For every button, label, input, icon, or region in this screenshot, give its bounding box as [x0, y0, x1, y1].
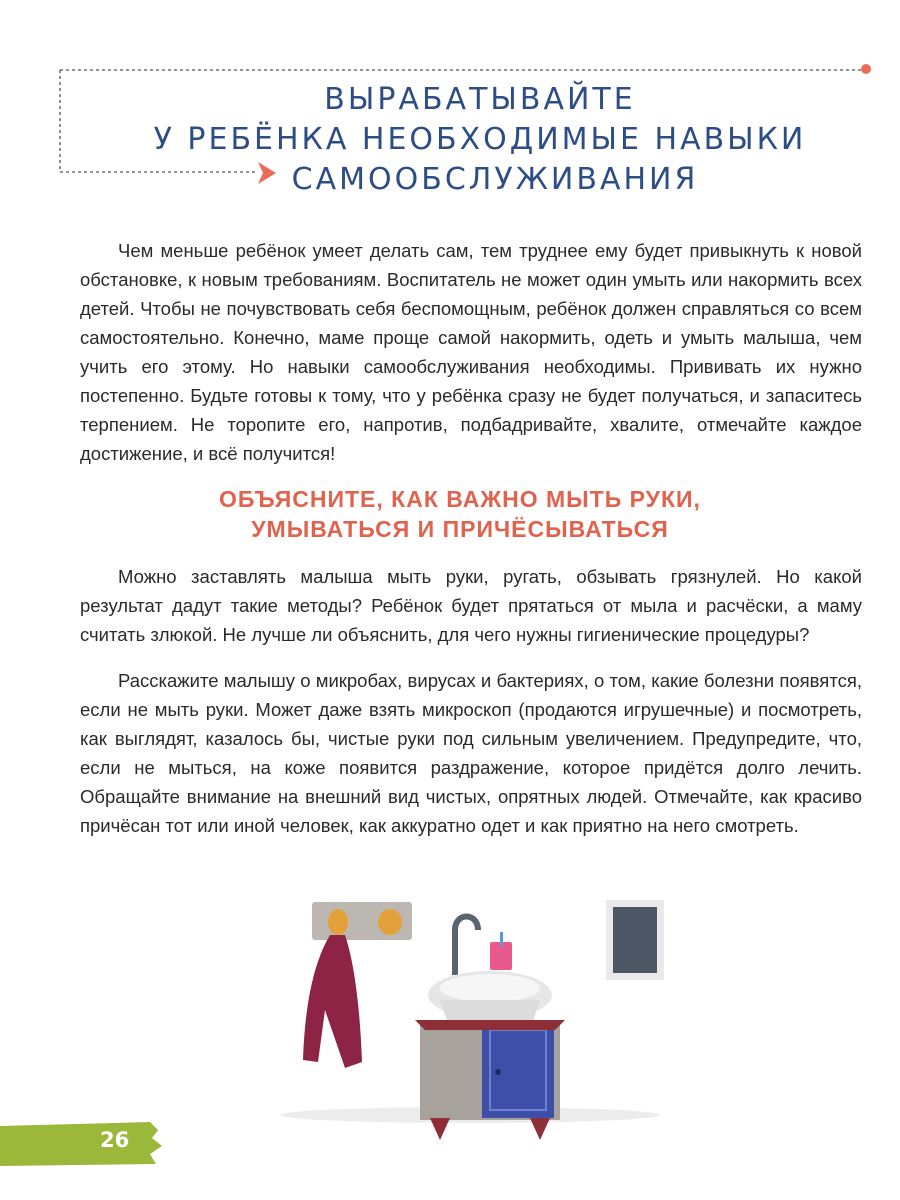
page-number-container: [0, 1120, 165, 1168]
hook-icon: [378, 909, 402, 935]
title-line-3: САМООБСЛУЖИВАНИЯ: [291, 162, 699, 197]
page-number: 26: [100, 1128, 130, 1152]
mirror-icon: [613, 907, 657, 973]
towel-icon: [303, 935, 362, 1068]
title-line-1: ВЫРАБАТЫВАЙТЕ: [324, 82, 636, 117]
hook-icon: [328, 909, 348, 935]
faucet-icon: [455, 917, 478, 976]
title-line-2: У РЕБЁНКА НЕОБХОДИМЫЕ НАВЫКИ: [153, 122, 807, 157]
cabinet-door: [482, 1022, 554, 1118]
subheading-line-2: УМЫВАТЬСЯ И ПРИЧЁСЫВАТЬСЯ: [251, 516, 669, 542]
subheading-line-1: ОБЪЯСНИТЕ, КАК ВАЖНО МЫТЬ РУКИ,: [219, 486, 701, 512]
paragraph-scolding: Можно заставлять малыша мыть руки, ругать, обзывать грязнулей. Но какой результат дадут такие методы? Ребёнок будет прятаться от мыла и расчёски, а маму считать злюкой. Не лучше ли объяснить, для чего нужны гигиенические процедуры?: [80, 566, 862, 645]
intro-paragraph: Чем меньше ребёнок умеет делать сам, тем труднее ему будет привыкнуть к новой обстановке, к новым требованиям. Воспитатель не может один умыть или накормить всех детей. Чтобы не почувствовать себя беспомощным, ребёнок должен справляться со всем самостоятельно. Конечно, маме проще самой накормить, одеть и умыть малыша, чем учить его этому. Но навыки самообслуживания необходимы. Прививать их нужно постепенно. Будьте готовы к тому, что у ребёнка сразу не будет получаться, и запаситесь терпением. Не торопите его, напротив, подбадривайте, хвалите, отмечайте каждое достижение, и всё получится!: [80, 240, 862, 464]
cup-icon: [490, 942, 512, 970]
paragraph-explain: Расскажите малышу о микробах, вирусах и бактериях, о том, какие болезни появятся, если не мыть руки. Может даже взять микроскоп (продаются игрушечные) и посмотреть, как выглядят, казалось бы, чистые руки под сильным увеличением. Предупредите, что, если не мыться, на коже появится раздражение, которое придётся долго лечить. Обращайте внимание на внешний вид чистых, опрятных людей. Отмечайте, как красиво причёсан тот или иной человек, как аккуратно одет и как приятно на него смотреть.: [80, 670, 862, 836]
